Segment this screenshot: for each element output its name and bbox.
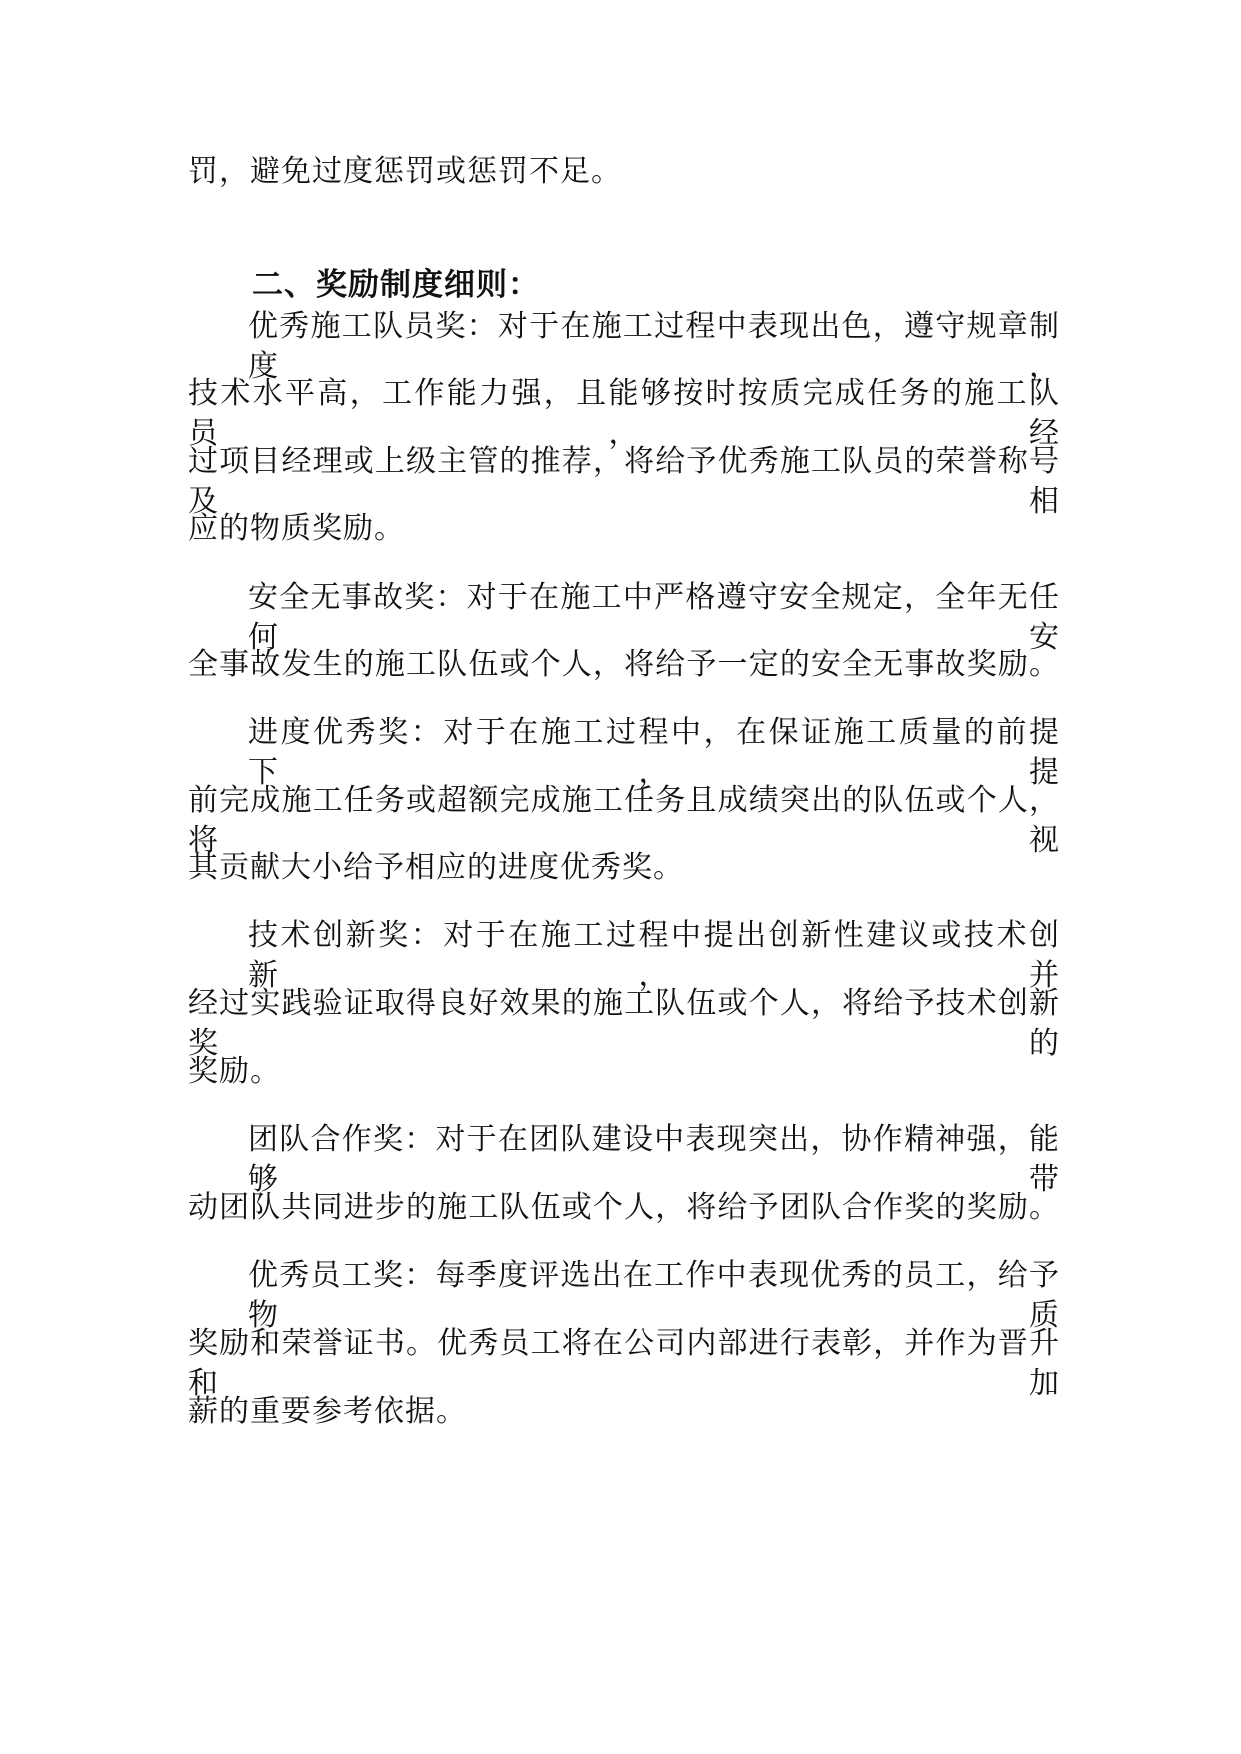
paragraph-line: 薪的重要参考依据。 [188, 1394, 467, 1429]
paragraph-line: 动团队共同进步的施工队伍或个人，将给予团队合作奖的奖励。 [188, 1190, 1060, 1225]
paragraph-line: 过项目经理或上级主管的推荐，将给予优秀施工队员的荣誉称号及相 [188, 444, 1060, 519]
paragraph-line: 优秀员工奖：每季度评选出在工作中表现优秀的员工，给予物质 [248, 1258, 1060, 1333]
paragraph-line: 安全无事故奖：对于在施工中严格遵守安全规定，全年无任何安 [248, 580, 1060, 655]
paragraph-line: 奖励。 [188, 1054, 281, 1089]
paragraph-line: 全事故发生的施工队伍或个人，将给予一定的安全无事故奖励。 [188, 647, 1060, 682]
paragraph-line: 应的物质奖励。 [188, 511, 405, 546]
paragraph-line: 优秀施工队员奖：对于在施工过程中表现出色，遵守规章制度， [248, 309, 1060, 384]
top-fragment-line: 罚，避免过度惩罚或惩罚不足。 [188, 154, 622, 189]
section-heading: 二、奖励制度细则： [252, 267, 540, 303]
paragraph-line: 奖励和荣誉证书。优秀员工将在公司内部进行表彰，并作为晋升和加 [188, 1326, 1060, 1401]
paragraph-line: 技术水平高，工作能力强，且能够按时按质完成任务的施工队员，经 [188, 376, 1060, 451]
paragraph-line: 前完成施工任务或超额完成施工任务且成绩突出的队伍或个人，将视 [188, 783, 1060, 858]
paragraph-line: 经过实践验证取得良好效果的施工队伍或个人，将给予技术创新奖的 [188, 986, 1060, 1061]
paragraph-line: 技术创新奖：对于在施工过程中提出创新性建议或技术创新，并 [248, 918, 1060, 993]
paragraph-line: 团队合作奖：对于在团队建设中表现突出，协作精神强，能够带 [248, 1122, 1060, 1197]
paragraph-line: 进度优秀奖：对于在施工过程中，在保证施工质量的前提下，提 [248, 715, 1060, 790]
paragraph-line: 其贡献大小给予相应的进度优秀奖。 [188, 850, 684, 885]
